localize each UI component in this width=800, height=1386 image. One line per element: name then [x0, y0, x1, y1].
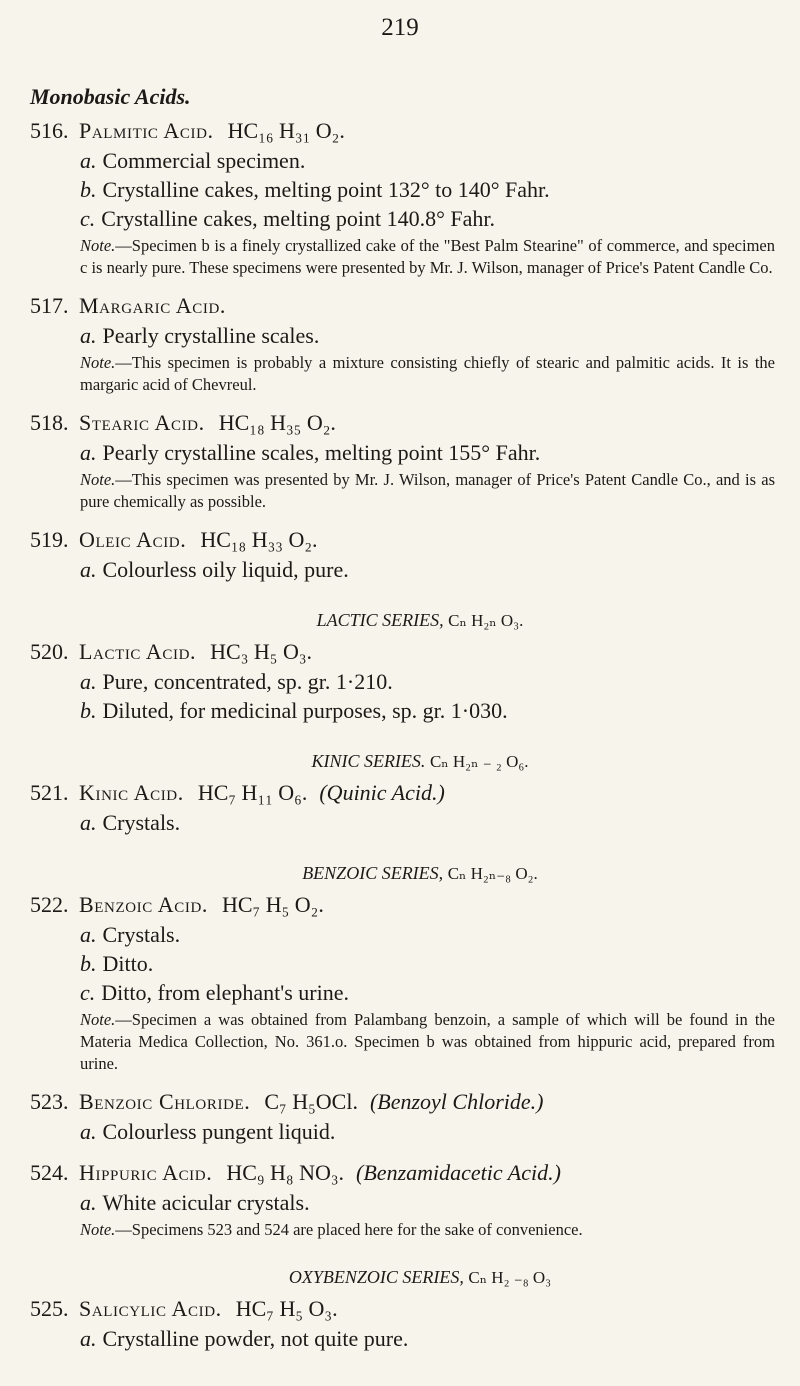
specimen-description: Pearly crystalline scales, melting point 155° Fahr.: [102, 440, 541, 465]
series-heading-oxybenzoic: [30, 1267, 800, 1288]
specimen-item: [80, 555, 775, 584]
entry-name: Benzoic Acid.: [79, 892, 208, 917]
entry-number: 523.: [30, 1089, 69, 1114]
chemical-formula: HC₁₈ H₃₅ O₂.: [218, 410, 336, 435]
specimen-item: [80, 175, 775, 204]
entry-name: Stearic Acid.: [79, 410, 205, 435]
specimen-item: [80, 696, 775, 725]
specimen-letter: a.: [80, 148, 97, 173]
specimen-item: [80, 1117, 775, 1146]
catalogue-entry: [30, 890, 775, 1075]
chemical-formula: HC₇ H₁₁ O₆.: [197, 780, 308, 805]
entry-title: [30, 890, 775, 920]
entry-number: 524.: [30, 1160, 69, 1185]
specimen-letter: a.: [80, 440, 97, 465]
entry-title: [30, 778, 775, 808]
specimen-letter: a.: [80, 669, 97, 694]
note-text: —Specimens 523 and 524 are placed here for the sake of convenience.: [115, 1220, 583, 1239]
note-label: Note.: [80, 353, 116, 372]
specimen-description: Diluted, for medicinal purposes, sp. gr. 1·030.: [102, 698, 508, 723]
entry-note: [80, 352, 775, 396]
entry-name: Oleic Acid.: [79, 527, 187, 552]
specimen-letter: a.: [80, 810, 97, 835]
note-text: —Specimen a was obtained from Palambang benzoin, a sample of which will be found in the Materia Medica Collection, No. 361.o. Specimen b was obtained from hippuric acid, prepared from urine.: [80, 1010, 775, 1073]
specimen-letter: a.: [80, 323, 97, 348]
specimen-letter: c.: [80, 980, 96, 1005]
entry-name: Margaric Acid.: [79, 293, 226, 318]
specimen-item: [80, 321, 775, 350]
series-heading-kinic: [30, 751, 800, 772]
series-label: OXYBENZOIC SERIES,: [288, 1267, 464, 1287]
entry-group-benzoic: [30, 890, 775, 1253]
entry-spacer: [30, 1146, 775, 1158]
specimen-letter: b.: [80, 951, 97, 976]
chemical-formula: HC₃ H₅ O₃.: [210, 639, 313, 664]
entry-title: [30, 116, 775, 146]
chemical-formula: HC₁₈ H₃₃ O₂.: [200, 527, 318, 552]
specimen-item: [80, 146, 775, 175]
specimen-description: Crystalline cakes, melting point 140.8° Fahr.: [101, 206, 496, 231]
chemical-formula: HC₁₆ H₃₁ O₂.: [227, 118, 345, 143]
entry-group-lactic: [30, 637, 775, 737]
note-label: Note.: [80, 236, 116, 255]
specimen-item: [80, 204, 775, 233]
specimen-letter: c.: [80, 206, 96, 231]
chemical-formula: HC₉ H₈ NO₃.: [226, 1160, 345, 1185]
entry-name: Hippuric Acid.: [79, 1160, 213, 1185]
note-text: —This specimen was presented by Mr. J. Wilson, manager of Price's Patent Candle Co., and is as pure chemically as possible.: [80, 470, 775, 511]
entry-number: 525.: [30, 1296, 69, 1321]
catalogue-entry: [30, 408, 775, 513]
specimen-description: Crystalline powder, not quite pure.: [102, 1326, 409, 1351]
chemical-formula: HC₇ H₅ O₂.: [221, 892, 324, 917]
page-number: 219: [381, 14, 419, 41]
entry-title: [30, 1158, 775, 1188]
alternate-name: (Quinic Acid.): [319, 780, 445, 805]
chemical-formula: HC₇ H₅ O₃.: [235, 1296, 338, 1321]
alternate-name: (Benzoyl Chloride.): [369, 1089, 544, 1114]
specimen-description: Ditto.: [102, 951, 154, 976]
series-formula: Cₙ H₂ₙ ₋ ₂ O₆.: [429, 752, 529, 771]
entry-number: 521.: [30, 780, 69, 805]
entry-title: [30, 408, 775, 438]
specimen-item: [80, 808, 775, 837]
entry-spacer: [30, 584, 775, 596]
entry-title: [30, 291, 775, 321]
entry-spacer: [30, 725, 775, 737]
catalogue-entry: [30, 1158, 775, 1241]
entry-group-kinic: [30, 778, 775, 849]
chemical-formula: C₇ H₅OCl.: [264, 1089, 358, 1114]
specimen-letter: b.: [80, 698, 97, 723]
specimen-description: Commercial specimen.: [102, 148, 306, 173]
entry-note: [80, 1219, 775, 1241]
specimen-description: Ditto, from elephant's urine.: [101, 980, 350, 1005]
section-heading: Monobasic Acids.: [30, 84, 191, 109]
catalogue-entry: [30, 116, 775, 279]
specimen-item: [80, 1324, 775, 1353]
catalogue-entry: [30, 1087, 775, 1146]
entry-name: Kinic Acid.: [79, 780, 184, 805]
specimen-description: White acicular crystals.: [102, 1190, 310, 1215]
entry-name: Salicylic Acid.: [79, 1296, 222, 1321]
entry-note: [80, 469, 775, 513]
specimen-letter: a.: [80, 922, 97, 947]
entry-note: [80, 1009, 775, 1075]
specimen-item: [80, 667, 775, 696]
series-formula: Cₙ H₂ ₋₈ O₃: [468, 1268, 552, 1287]
specimen-item: [80, 949, 775, 978]
entry-spacer: [30, 1353, 775, 1365]
specimen-description: Crystalline cakes, melting point 132° to 140° Fahr.: [102, 177, 550, 202]
series-label: LACTIC SERIES,: [316, 610, 444, 630]
entry-title: [30, 525, 775, 555]
specimen-description: Colourless oily liquid, pure.: [102, 557, 349, 582]
entry-number: 517.: [30, 293, 69, 318]
entry-number: 518.: [30, 410, 69, 435]
catalogue-entry: [30, 1294, 775, 1353]
specimen-item: [80, 438, 775, 467]
entry-name: Benzoic Chloride.: [79, 1089, 251, 1114]
entry-title: [30, 1294, 775, 1324]
note-label: Note.: [80, 1010, 116, 1029]
specimen-item: [80, 1188, 775, 1217]
specimen-description: Crystals.: [102, 922, 181, 947]
entry-group-oxybenzoic: [30, 1294, 775, 1365]
specimen-description: Crystals.: [102, 810, 181, 835]
entry-group-monobasic: [30, 116, 775, 596]
series-formula: Cₙ H₂ₙ₋₈ O₂.: [447, 864, 538, 883]
alternate-name: (Benzamidacetic Acid.): [356, 1160, 561, 1185]
catalogue-entry: [30, 778, 775, 837]
specimen-description: Colourless pungent liquid.: [102, 1119, 336, 1144]
entry-spacer: [30, 513, 775, 525]
specimen-description: Pure, concentrated, sp. gr. 1·210.: [102, 669, 393, 694]
entry-number: 516.: [30, 118, 69, 143]
page-content: [30, 84, 775, 1365]
specimen-letter: b.: [80, 177, 97, 202]
entry-name: Lactic Acid.: [79, 639, 197, 664]
entry-spacer: [30, 279, 775, 291]
note-label: Note.: [80, 1220, 116, 1239]
series-heading-lactic: [30, 610, 800, 631]
entry-spacer: [30, 837, 775, 849]
specimen-item: [80, 978, 775, 1007]
entry-spacer: [30, 1075, 775, 1087]
specimen-letter: a.: [80, 1326, 97, 1351]
series-formula: Cₙ H₂ₙ O₃.: [448, 611, 524, 630]
specimen-description: Pearly crystalline scales.: [102, 323, 320, 348]
entry-title: [30, 637, 775, 667]
entry-title: [30, 1087, 775, 1117]
catalogue-entry: [30, 525, 775, 584]
specimen-letter: a.: [80, 557, 97, 582]
specimen-letter: a.: [80, 1190, 97, 1215]
series-label: KINIC SERIES.: [311, 751, 426, 771]
entry-number: 522.: [30, 892, 69, 917]
entry-spacer: [30, 396, 775, 408]
specimen-letter: a.: [80, 1119, 97, 1144]
entry-number: 520.: [30, 639, 69, 664]
catalogue-entry: [30, 291, 775, 396]
entry-number: 519.: [30, 527, 69, 552]
note-text: —This specimen is probably a mixture consisting chiefly of stearic and palmitic acids. It is the margaric acid of Chevreul.: [80, 353, 775, 394]
catalogue-entry: [30, 637, 775, 725]
series-heading-benzoic: [30, 863, 800, 884]
entry-note: [80, 235, 775, 279]
specimen-item: [80, 920, 775, 949]
entry-name: Palmitic Acid.: [79, 118, 214, 143]
note-label: Note.: [80, 470, 116, 489]
note-text: —Specimen b is a finely crystallized cake of the "Best Palm Stearine" of commerce, and specimen c is nearly pure. These specimens were presented by Mr. J. Wilson, manager of Price's Patent Candle Co.: [80, 236, 775, 277]
series-label: BENZOIC SERIES,: [302, 863, 444, 883]
entry-spacer: [30, 1241, 775, 1253]
